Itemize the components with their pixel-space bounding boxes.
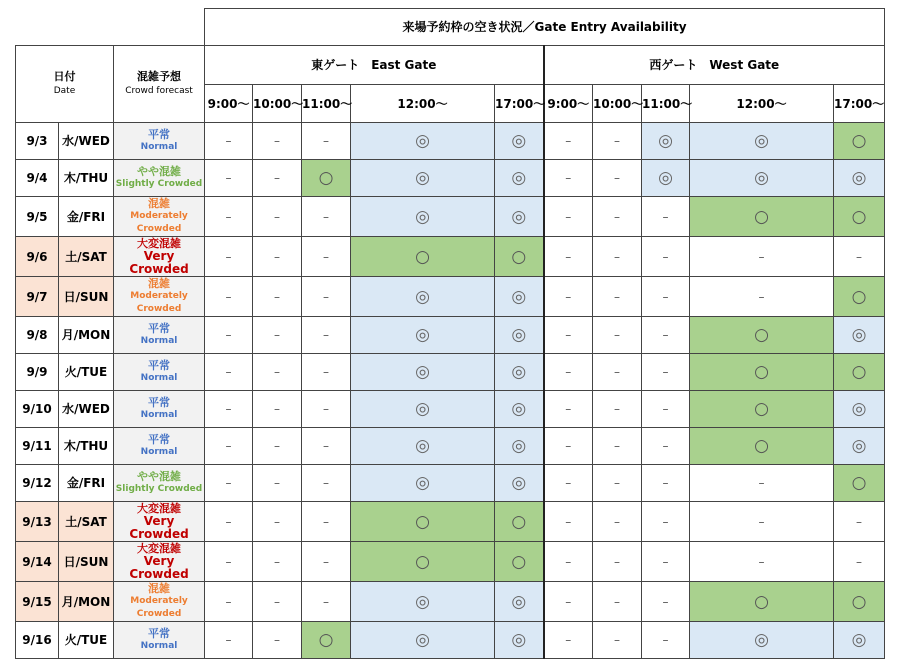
west-availability-cell: – <box>642 197 690 237</box>
east-availability-cell: ○ <box>495 542 544 582</box>
west-availability-cell: – <box>544 160 593 197</box>
date-cell: 9/6 <box>16 237 59 277</box>
forecast-cell <box>114 428 205 465</box>
east-availability-cell: ◎ <box>495 622 544 659</box>
date-cell: 9/4 <box>16 160 59 197</box>
forecast-cell <box>114 465 205 502</box>
west-slot-header: 12:00〜 <box>690 85 834 123</box>
date-cell: 9/8 <box>16 317 59 354</box>
west-availability-cell: – <box>834 237 885 277</box>
day-cell: 木/THU <box>59 160 114 197</box>
west-availability-cell: – <box>544 123 593 160</box>
east-availability-cell: – <box>302 542 351 582</box>
east-availability-cell: – <box>205 542 253 582</box>
west-availability-cell: – <box>642 465 690 502</box>
day-cell: 日/SUN <box>59 542 114 582</box>
forecast-en: Normal <box>140 142 178 152</box>
east-availability-cell: ◎ <box>351 197 495 237</box>
east-availability-cell: – <box>205 354 253 391</box>
east-availability-cell: – <box>205 502 253 542</box>
date-header-en: Date <box>53 86 76 96</box>
east-availability-cell: – <box>302 502 351 542</box>
east-availability-cell: ◎ <box>351 317 495 354</box>
west-availability-cell: – <box>544 237 593 277</box>
west-availability-cell: ○ <box>690 317 834 354</box>
east-availability-cell: – <box>253 354 302 391</box>
east-availability-cell: – <box>302 465 351 502</box>
east-availability-cell: – <box>253 502 302 542</box>
west-availability-cell: – <box>593 197 642 237</box>
east-availability-cell: ◎ <box>495 123 544 160</box>
east-availability-cell: ◎ <box>495 197 544 237</box>
availability-table <box>15 8 885 659</box>
date-cell: 9/3 <box>16 123 59 160</box>
west-availability-cell: ○ <box>834 197 885 237</box>
forecast-en: Normal <box>140 410 178 420</box>
forecast-cell <box>114 354 205 391</box>
west-availability-cell: – <box>690 277 834 317</box>
east-availability-cell: – <box>302 197 351 237</box>
west-availability-cell: ◎ <box>690 160 834 197</box>
east-availability-cell: – <box>205 622 253 659</box>
forecast-cell <box>114 277 205 317</box>
east-availability-cell: – <box>253 622 302 659</box>
west-availability-cell: – <box>593 391 642 428</box>
east-availability-cell: ◎ <box>351 354 495 391</box>
forecast-jp: 平常 <box>148 396 171 409</box>
west-availability-cell: – <box>642 622 690 659</box>
west-availability-cell: – <box>690 502 834 542</box>
east-slot-header: 17:00〜 <box>495 85 544 123</box>
east-availability-cell: – <box>302 391 351 428</box>
forecast-cell <box>114 317 205 354</box>
forecast-cell <box>114 197 205 237</box>
date-header <box>16 46 114 123</box>
day-cell: 火/TUE <box>59 354 114 391</box>
forecast-jp: 混雑 <box>148 582 171 595</box>
west-gate-header: 西ゲート West Gate <box>544 46 885 85</box>
west-availability-cell: ○ <box>834 123 885 160</box>
west-availability-cell: ○ <box>690 197 834 237</box>
west-slot-header: 10:00〜 <box>593 85 642 123</box>
forecast-en: Very Crowded <box>129 249 189 276</box>
forecast-cell <box>114 237 205 277</box>
forecast-cell <box>114 582 205 622</box>
west-availability-cell: – <box>593 237 642 277</box>
forecast-jp: 平常 <box>148 322 171 335</box>
table-row <box>16 391 885 428</box>
forecast-en: Normal <box>140 447 178 457</box>
west-availability-cell: – <box>834 542 885 582</box>
east-availability-cell: ○ <box>495 237 544 277</box>
west-availability-cell: – <box>642 582 690 622</box>
west-availability-cell: – <box>690 542 834 582</box>
east-availability-cell: – <box>253 542 302 582</box>
date-cell: 9/12 <box>16 465 59 502</box>
west-availability-cell: – <box>593 622 642 659</box>
forecast-header <box>114 46 205 123</box>
forecast-header-jp: 混雑予想 <box>137 70 182 83</box>
table-row <box>16 428 885 465</box>
west-availability-cell: ◎ <box>834 317 885 354</box>
forecast-en: Normal <box>140 336 178 346</box>
forecast-jp: 平常 <box>148 128 171 141</box>
date-cell: 9/9 <box>16 354 59 391</box>
forecast-jp: 平常 <box>148 627 171 640</box>
east-availability-cell: ○ <box>302 622 351 659</box>
east-slot-header: 12:00〜 <box>351 85 495 123</box>
east-availability-cell: – <box>253 160 302 197</box>
table-row <box>16 123 885 160</box>
day-cell: 火/TUE <box>59 622 114 659</box>
east-slot-header: 11:00〜 <box>302 85 351 123</box>
west-availability-cell: – <box>544 354 593 391</box>
date-cell: 9/11 <box>16 428 59 465</box>
west-availability-cell: – <box>544 542 593 582</box>
east-availability-cell: ◎ <box>351 160 495 197</box>
west-availability-cell: – <box>544 622 593 659</box>
east-availability-cell: – <box>205 391 253 428</box>
forecast-en: Very Crowded <box>129 514 189 541</box>
west-availability-cell: ○ <box>834 277 885 317</box>
west-availability-cell: – <box>593 160 642 197</box>
west-availability-cell: – <box>593 354 642 391</box>
west-availability-cell: – <box>593 277 642 317</box>
west-availability-cell: ◎ <box>690 123 834 160</box>
east-availability-cell: – <box>253 428 302 465</box>
west-availability-cell: – <box>593 465 642 502</box>
east-slot-header: 10:00〜 <box>253 85 302 123</box>
west-availability-cell: ○ <box>834 354 885 391</box>
table-row <box>16 277 885 317</box>
east-availability-cell: – <box>205 317 253 354</box>
east-availability-cell: ◎ <box>351 622 495 659</box>
east-availability-cell: – <box>253 465 302 502</box>
west-availability-cell: – <box>593 542 642 582</box>
west-availability-cell: ○ <box>690 582 834 622</box>
forecast-jp: 平常 <box>148 433 171 446</box>
west-availability-cell: – <box>642 542 690 582</box>
west-availability-cell: – <box>593 582 642 622</box>
date-cell: 9/14 <box>16 542 59 582</box>
forecast-jp: 大変混雑 <box>137 237 182 250</box>
day-cell: 月/MON <box>59 317 114 354</box>
west-availability-cell: ○ <box>834 582 885 622</box>
east-availability-cell: – <box>205 582 253 622</box>
table-row <box>16 542 885 582</box>
east-availability-cell: ◎ <box>351 391 495 428</box>
east-availability-cell: – <box>205 465 253 502</box>
forecast-cell <box>114 542 205 582</box>
date-cell: 9/10 <box>16 391 59 428</box>
east-availability-cell: – <box>302 277 351 317</box>
east-availability-cell: – <box>302 317 351 354</box>
day-cell: 日/SUN <box>59 277 114 317</box>
forecast-header-en: Crowd forecast <box>125 86 193 96</box>
west-availability-cell: – <box>544 465 593 502</box>
east-availability-cell: – <box>253 317 302 354</box>
date-header-jp: 日付 <box>53 70 76 83</box>
east-availability-cell: ◎ <box>495 391 544 428</box>
forecast-en: Slightly Crowded <box>115 484 203 494</box>
forecast-en: Very Crowded <box>129 554 189 581</box>
day-cell: 水/WED <box>59 123 114 160</box>
forecast-en: Slightly Crowded <box>115 179 203 189</box>
west-availability-cell: – <box>642 502 690 542</box>
forecast-jp: やや混雑 <box>137 470 182 483</box>
east-availability-cell: – <box>253 277 302 317</box>
west-availability-cell: – <box>642 237 690 277</box>
east-availability-cell: ◎ <box>495 317 544 354</box>
east-availability-cell: ○ <box>302 160 351 197</box>
day-cell: 土/SAT <box>59 237 114 277</box>
forecast-jp: やや混雑 <box>137 165 182 178</box>
west-availability-cell: – <box>544 317 593 354</box>
east-availability-cell: ○ <box>351 237 495 277</box>
west-availability-cell: – <box>544 197 593 237</box>
east-availability-cell: – <box>302 428 351 465</box>
east-availability-cell: – <box>205 237 253 277</box>
table-title: 来場予約枠の空き状況／Gate Entry Availability <box>205 9 885 46</box>
forecast-cell <box>114 391 205 428</box>
forecast-en: Normal <box>140 641 178 651</box>
east-availability-cell: ◎ <box>495 582 544 622</box>
east-availability-cell: – <box>205 197 253 237</box>
west-availability-cell: ◎ <box>642 123 690 160</box>
table-row <box>16 582 885 622</box>
east-availability-cell: – <box>205 277 253 317</box>
date-cell: 9/16 <box>16 622 59 659</box>
west-availability-cell: ○ <box>690 354 834 391</box>
east-availability-cell: ◎ <box>351 465 495 502</box>
east-availability-cell: ◎ <box>351 277 495 317</box>
forecast-cell <box>114 160 205 197</box>
west-availability-cell: ○ <box>690 428 834 465</box>
west-availability-cell: ◎ <box>834 391 885 428</box>
west-availability-cell: ◎ <box>834 428 885 465</box>
forecast-jp: 混雑 <box>148 277 171 290</box>
west-availability-cell: – <box>544 502 593 542</box>
west-slot-header: 11:00〜 <box>642 85 690 123</box>
west-availability-cell: – <box>642 428 690 465</box>
east-availability-cell: – <box>205 123 253 160</box>
west-availability-cell: ○ <box>690 391 834 428</box>
west-availability-cell: – <box>593 428 642 465</box>
west-availability-cell: ◎ <box>642 160 690 197</box>
forecast-jp: 混雑 <box>148 197 171 210</box>
date-cell: 9/13 <box>16 502 59 542</box>
forecast-en: Moderately Crowded <box>130 596 188 619</box>
west-availability-cell: – <box>544 428 593 465</box>
forecast-jp: 大変混雑 <box>137 542 182 555</box>
day-cell: 金/FRI <box>59 465 114 502</box>
forecast-cell <box>114 502 205 542</box>
west-availability-cell: – <box>544 582 593 622</box>
east-availability-cell: ◎ <box>495 428 544 465</box>
east-availability-cell: ◎ <box>495 160 544 197</box>
west-availability-cell: – <box>593 123 642 160</box>
west-availability-cell: ◎ <box>690 622 834 659</box>
east-availability-cell: ◎ <box>351 428 495 465</box>
day-cell: 土/SAT <box>59 502 114 542</box>
east-availability-cell: ○ <box>495 502 544 542</box>
table-row <box>16 317 885 354</box>
east-availability-cell: ○ <box>351 502 495 542</box>
forecast-cell <box>114 123 205 160</box>
east-gate-header: 東ゲート East Gate <box>205 46 544 85</box>
west-availability-cell: – <box>593 317 642 354</box>
east-availability-cell: – <box>253 123 302 160</box>
east-availability-cell: – <box>302 354 351 391</box>
west-availability-cell: ◎ <box>834 622 885 659</box>
table-row <box>16 237 885 277</box>
west-availability-cell: ○ <box>834 465 885 502</box>
west-availability-cell: – <box>690 465 834 502</box>
east-availability-cell: ◎ <box>495 354 544 391</box>
west-availability-cell: – <box>544 391 593 428</box>
table-row <box>16 197 885 237</box>
day-cell: 金/FRI <box>59 197 114 237</box>
east-availability-cell: ◎ <box>495 277 544 317</box>
west-availability-cell: – <box>642 317 690 354</box>
table-row <box>16 502 885 542</box>
day-cell: 月/MON <box>59 582 114 622</box>
table-row <box>16 354 885 391</box>
forecast-jp: 平常 <box>148 359 171 372</box>
east-availability-cell: – <box>253 391 302 428</box>
east-availability-cell: – <box>253 582 302 622</box>
west-availability-cell: – <box>642 354 690 391</box>
day-cell: 水/WED <box>59 391 114 428</box>
east-availability-cell: – <box>302 237 351 277</box>
date-cell: 9/15 <box>16 582 59 622</box>
east-availability-cell: ◎ <box>351 582 495 622</box>
east-availability-cell: – <box>253 237 302 277</box>
table-row <box>16 160 885 197</box>
east-availability-cell: ◎ <box>495 465 544 502</box>
forecast-en: Normal <box>140 373 178 383</box>
table-row <box>16 465 885 502</box>
east-availability-cell: – <box>253 197 302 237</box>
east-availability-cell: – <box>302 123 351 160</box>
west-availability-cell: ◎ <box>834 160 885 197</box>
forecast-en: Moderately Crowded <box>130 211 188 234</box>
west-slot-header: 17:00〜 <box>834 85 885 123</box>
east-availability-cell: – <box>302 582 351 622</box>
east-availability-cell: ○ <box>351 542 495 582</box>
west-availability-cell: – <box>690 237 834 277</box>
date-cell: 9/5 <box>16 197 59 237</box>
west-availability-cell: – <box>544 277 593 317</box>
west-availability-cell: – <box>642 277 690 317</box>
forecast-jp: 大変混雑 <box>137 502 182 515</box>
east-availability-cell: – <box>205 428 253 465</box>
east-slot-header: 9:00〜 <box>205 85 253 123</box>
east-availability-cell: ◎ <box>351 123 495 160</box>
east-availability-cell: – <box>205 160 253 197</box>
west-availability-cell: – <box>834 502 885 542</box>
west-availability-cell: – <box>642 391 690 428</box>
date-cell: 9/7 <box>16 277 59 317</box>
corner-blank <box>16 9 205 46</box>
west-availability-cell: – <box>593 502 642 542</box>
west-slot-header: 9:00〜 <box>544 85 593 123</box>
day-cell: 木/THU <box>59 428 114 465</box>
forecast-en: Moderately Crowded <box>130 291 188 314</box>
